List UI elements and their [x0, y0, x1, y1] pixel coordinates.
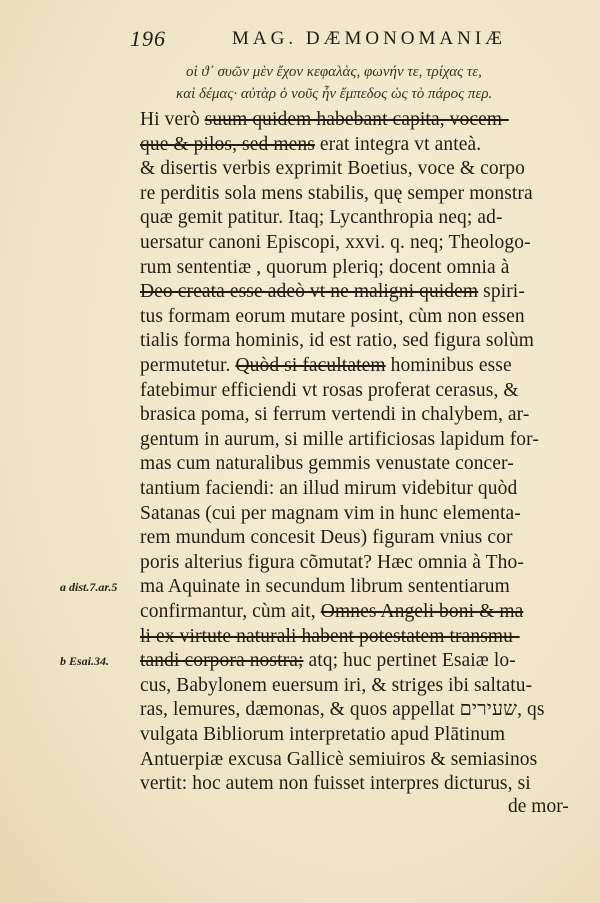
- greek-verse-line: καὶ δέμας· αὐτὰρ ὁ νοῦς ἦν ἔμπεδος ὡς τὸ πάρος περ.: [176, 86, 493, 102]
- greek-verse-line: οἱ ϑ᾽ συῶν μὲν ἔχον κεφαλὰς, φωνήν τε, τρίχας τε,: [186, 64, 482, 80]
- text-line: [140, 354, 512, 378]
- text-line: [140, 575, 510, 599]
- struck-text: tandi corpora nostra;: [140, 650, 304, 672]
- text-line: [140, 379, 519, 403]
- text-line: [140, 698, 545, 722]
- text-line: [140, 133, 481, 157]
- text-run: uersatur canoni Episcopi, xxvi. q. neq; Theologo-: [140, 232, 531, 253]
- text-line: [140, 477, 517, 501]
- text-run: vulgata Bibliorum interpretatio apud Plātinum: [140, 724, 506, 745]
- text-line: [140, 772, 531, 796]
- text-line: [140, 649, 516, 673]
- text-run: Satanas (cui per magnam vim in hunc elementa-: [140, 502, 521, 524]
- text-line: [140, 108, 509, 132]
- text-line: [140, 206, 503, 230]
- text-run: brasica poma, si ferrum vertendi in chalybem, ar-: [140, 404, 530, 426]
- text-run: erat integra vt anteà.: [314, 133, 482, 155]
- struck-text: Deo creata esse adeò vt ne maligni quidem: [140, 281, 479, 303]
- text-run: vertit: hoc autem non fuisset interpres dicturus, si: [140, 773, 531, 795]
- text-run: spiri-: [478, 281, 525, 303]
- running-title: MAG. DÆMONOMANIÆ: [232, 28, 507, 49]
- text-line: [140, 256, 510, 280]
- text-line: [140, 329, 534, 353]
- text-run: rum sententiæ , quorum pleriq; docent omnia à: [140, 256, 510, 278]
- text-run: confirmantur, cùm ait,: [140, 601, 321, 622]
- text-line: [140, 674, 532, 698]
- text-run: tantium faciendi: an illud mirum videbitur quòd: [140, 478, 518, 499]
- text-line: [140, 182, 533, 206]
- text-line: [140, 452, 514, 476]
- text-line: [140, 625, 520, 649]
- struck-text: li ex virtute naturali habent potestatem transmu-: [140, 625, 520, 647]
- text-run: ras, lemures, dæmonas, & quos appellat שעירים, qs: [140, 699, 545, 721]
- text-run: permutetur.: [140, 355, 236, 376]
- text-run: rem mundum concesit Deus) figuram vnius cor: [140, 527, 513, 549]
- text-run: Hi verò: [140, 109, 205, 130]
- text-line: [140, 280, 525, 304]
- text-line: [140, 600, 523, 624]
- text-line: [140, 502, 521, 526]
- text-line: [140, 231, 531, 255]
- struck-text: que & pilos, sed mens: [140, 133, 315, 155]
- text-line: [140, 157, 525, 181]
- text-run: cus, Babylonem euersum iri, & striges ibi saltatu-: [140, 674, 533, 696]
- text-line: [140, 403, 529, 427]
- text-run: & disertis verbis exprimit Boetius, voce & corpo: [140, 158, 525, 180]
- struck-text: suum quidem habebant capita, vocem-: [204, 109, 509, 130]
- margin-note: b Esai.34.: [60, 654, 110, 669]
- struck-text: Quòd si facultatem: [235, 355, 386, 376]
- text-line: [140, 748, 537, 772]
- text-line: [140, 551, 524, 575]
- text-run: gentum in aurum, si mille artificiosas lapidum for-: [140, 428, 539, 450]
- text-run: re perditis sola mens stabilis, quę semper monstra: [140, 182, 533, 204]
- text-line: [140, 526, 513, 550]
- text-line: [140, 723, 505, 747]
- text-line: [140, 305, 525, 329]
- page-header: [130, 26, 560, 52]
- text-run: poris alterius figura cõmutat? Hæc omnia à Tho-: [140, 551, 524, 573]
- text-run: Antuerpiæ excusa Gallicè semiuiros & semiasinos: [140, 748, 538, 770]
- text-run: fatebimur efficiendi vt rosas proferat cerasus, &: [140, 379, 519, 401]
- catchword: de mor-: [508, 796, 569, 817]
- text-run: quæ gemit patitur. Itaq; Lycanthropia neq; ad-: [140, 207, 503, 229]
- text-run: tus formam eorum mutare posint, cùm non essen: [140, 305, 525, 327]
- struck-text: Omnes Angeli boni & ma: [320, 601, 524, 622]
- margin-note: a dist.7.ar.5: [60, 580, 118, 595]
- text-line: [140, 428, 539, 452]
- text-run: mas cum naturalibus gemmis venustate concer-: [140, 453, 514, 475]
- text-run: tialis forma hominis, id est ratio, sed figura solùm: [140, 330, 535, 352]
- text-run: ma Aquinate in secundum librum sententiarum: [140, 576, 510, 598]
- text-run: hominibus esse: [385, 355, 512, 376]
- page-number: 196: [130, 26, 166, 51]
- text-run: atq; huc pertinet Esaiæ lo-: [303, 650, 516, 672]
